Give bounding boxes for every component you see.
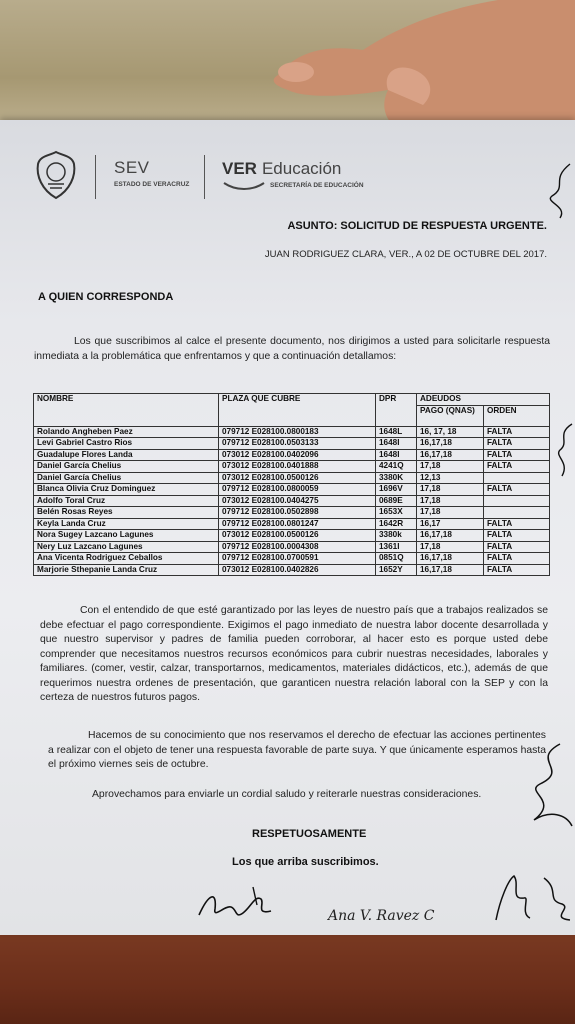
cell-nombre: Keyla Landa Cruz — [34, 518, 219, 530]
intro-paragraph: Los que suscribimos al calce el presente documento, nos dirigimos a usted para solicitarle respuesta inmediata a la problemática que enfrentamos y que a continuación detallamos: — [34, 336, 550, 362]
cell-pago: 17,18 — [417, 495, 484, 507]
cell-nombre: Ana Vicenta Rodriguez Ceballos — [34, 553, 219, 565]
body-paragraph-4: Aprovechamos para enviarle un cordial saludo y reiterarle nuestras consideraciones. — [92, 789, 482, 800]
cell-nombre: Nery Luz Lazcano Lagunes — [34, 541, 219, 553]
signature-scribble — [552, 420, 575, 480]
cell-pago: 12,13 — [417, 472, 484, 484]
cell-nombre: Belén Rosas Reyes — [34, 507, 219, 519]
cell-pago: 16,17 — [417, 518, 484, 530]
table-row — [34, 564, 550, 576]
cell-plaza: 079712 E028100.0503133 — [219, 438, 376, 450]
cell-plaza: 073012 E028100.0402096 — [219, 449, 376, 461]
cell-plaza: 079712 E028100.0700591 — [219, 553, 376, 565]
cell-pago: 16,17,18 — [417, 438, 484, 450]
body-paragraph-2: Con el entendido de que esté garantizado por las leyes de nuestro país que a trabajos realizados se debe efectuar el pago correspondiente. Exigimos el pago inmediato de nuestra labor docente desarrollada y que nuestro supervisor y padres de familia pueden corroborar, al hacer esto es porque usted debe comprender que necesitamos nuestros recursos económicos para cubrir nuestras necesidades, laborales y familiares. (comer, vestir, calzar, transportarnos, medicamentos, materiales didácticos, etc.), además de que requerimos nuestra ordenes de presentación, que garanticen nuestra relación laboral con la SEP y con la certeza de nuestros futuros pagos. — [40, 605, 548, 703]
cell-orden: FALTA — [484, 553, 550, 565]
table-row — [34, 495, 550, 507]
cell-orden: FALTA — [484, 461, 550, 473]
cell-dpr: 1652Y — [376, 564, 417, 576]
cell-nombre: Adolfo Toral Cruz — [34, 495, 219, 507]
cell-nombre: Guadalupe Flores Landa — [34, 449, 219, 461]
cell-nombre: Rolando Angheben Paez — [34, 426, 219, 438]
cell-orden — [484, 472, 550, 484]
cell-plaza: 079712 E028100.0801247 — [219, 518, 376, 530]
signers-line: Los que arriba suscribimos. — [232, 856, 379, 868]
debts-table — [33, 393, 550, 576]
signature-scribble — [195, 885, 275, 925]
cell-plaza: 073012 E028100.0402826 — [219, 564, 376, 576]
cell-plaza: 073012 E028100.0500126 — [219, 472, 376, 484]
cell-pago: 16,17,18 — [417, 553, 484, 565]
cell-orden: FALTA — [484, 564, 550, 576]
body-paragraph-3: Hacemos de su conocimiento que nos reservamos el derecho de efectuar las acciones pertinentes a realizar con el objeto de tener una respuesta favorable de parte suya. Y que únicamente esperamos hasta el próximo viernes seis de octubre. — [48, 730, 546, 770]
col-header-adeudos: ADEUDOS — [417, 394, 550, 406]
col-header-name: NOMBRE — [34, 394, 219, 427]
signature-scribble — [540, 160, 575, 220]
cell-nombre: Marjorie Sthepanie Landa Cruz — [34, 564, 219, 576]
cell-nombre: Daniel García Chelius — [34, 472, 219, 484]
cell-pago: 16,17,18 — [417, 564, 484, 576]
signature-scribble — [490, 870, 535, 925]
cell-dpr: 0851Q — [376, 553, 417, 565]
cell-dpr: 3380K — [376, 472, 417, 484]
table-row — [34, 472, 550, 484]
cell-nombre: Nora Sugey Lazcano Lagunes — [34, 530, 219, 542]
cell-nombre: Blanca Olivia Cruz Dominguez — [34, 484, 219, 496]
table-row — [34, 553, 550, 565]
ver-logo-subtitle: SECRETARÍA DE EDUCACIÓN — [270, 182, 364, 189]
cell-pago: 16,17,18 — [417, 530, 484, 542]
cell-nombre: Levi Gabriel Castro Rios — [34, 438, 219, 450]
cell-nombre: Daniel García Chelius — [34, 461, 219, 473]
table-row — [34, 438, 550, 450]
cell-dpr: 4241Q — [376, 461, 417, 473]
veracruz-seal-icon — [34, 150, 78, 200]
table-row — [34, 541, 550, 553]
header-divider — [204, 155, 205, 199]
cell-plaza: 073012 E028100.0500126 — [219, 530, 376, 542]
cell-orden: FALTA — [484, 518, 550, 530]
cell-plaza: 079712 E028100.0004308 — [219, 541, 376, 553]
table-row — [34, 507, 550, 519]
cell-orden: FALTA — [484, 449, 550, 461]
cell-orden: FALTA — [484, 426, 550, 438]
col-header-orden: ORDEN — [484, 405, 550, 426]
cell-orden: FALTA — [484, 438, 550, 450]
table-row — [34, 426, 550, 438]
signature-scribble — [540, 870, 575, 925]
cell-dpr: 3380k — [376, 530, 417, 542]
table-row — [34, 518, 550, 530]
cell-plaza: 079712 E028100.0800059 — [219, 484, 376, 496]
col-header-plaza: PLAZA QUE CUBRE — [219, 394, 376, 427]
ver-swoosh-icon — [222, 180, 266, 190]
cell-pago: 16,17,18 — [417, 449, 484, 461]
table-row — [34, 484, 550, 496]
sev-logo-subtitle: ESTADO DE VERACRUZ — [114, 181, 190, 188]
table-row — [34, 530, 550, 542]
cell-pago: 17,18 — [417, 484, 484, 496]
cell-dpr: 1361I — [376, 541, 417, 553]
cell-pago: 17,18 — [417, 461, 484, 473]
header-divider — [95, 155, 96, 199]
cell-plaza: 073012 E028100.0401888 — [219, 461, 376, 473]
sev-logo-text: SEV — [114, 158, 150, 177]
cell-orden: FALTA — [484, 530, 550, 542]
signature-ana: Ana V. Ravez C — [328, 908, 435, 924]
cell-pago: 16, 17, 18 — [417, 426, 484, 438]
cell-dpr: 0689E — [376, 495, 417, 507]
greeting: A QUIEN CORRESPONDA — [38, 291, 174, 303]
signature-scribble — [520, 740, 575, 830]
col-header-pago: PAGO (QNAS) — [417, 405, 484, 426]
cell-pago: 17,18 — [417, 507, 484, 519]
closing: RESPETUOSAMENTE — [252, 828, 367, 840]
cell-orden — [484, 495, 550, 507]
cell-orden: FALTA — [484, 541, 550, 553]
cell-dpr: 1648I — [376, 449, 417, 461]
table-row — [34, 449, 550, 461]
cell-orden: FALTA — [484, 484, 550, 496]
place-date: JUAN RODRIGUEZ CLARA, VER., A 02 DE OCTUBRE DEL 2017. — [264, 249, 547, 260]
table-row — [34, 461, 550, 473]
background-table — [0, 930, 575, 1024]
cell-dpr: 1653X — [376, 507, 417, 519]
cell-plaza: 079712 E028100.0800183 — [219, 426, 376, 438]
cell-plaza: 079712 E028100.0502898 — [219, 507, 376, 519]
cell-orden — [484, 507, 550, 519]
cell-plaza: 073012 E028100.0404275 — [219, 495, 376, 507]
hand-photo — [268, 0, 575, 140]
cell-dpr: 1696V — [376, 484, 417, 496]
cell-dpr: 1648I — [376, 438, 417, 450]
ver-logo-text: VER Educación — [222, 159, 342, 178]
cell-dpr: 1642R — [376, 518, 417, 530]
col-header-dpr: DPR — [376, 394, 417, 427]
subject-line: ASUNTO: SOLICITUD DE RESPUESTA URGENTE. — [287, 220, 547, 232]
cell-pago: 17,18 — [417, 541, 484, 553]
cell-dpr: 1648L — [376, 426, 417, 438]
